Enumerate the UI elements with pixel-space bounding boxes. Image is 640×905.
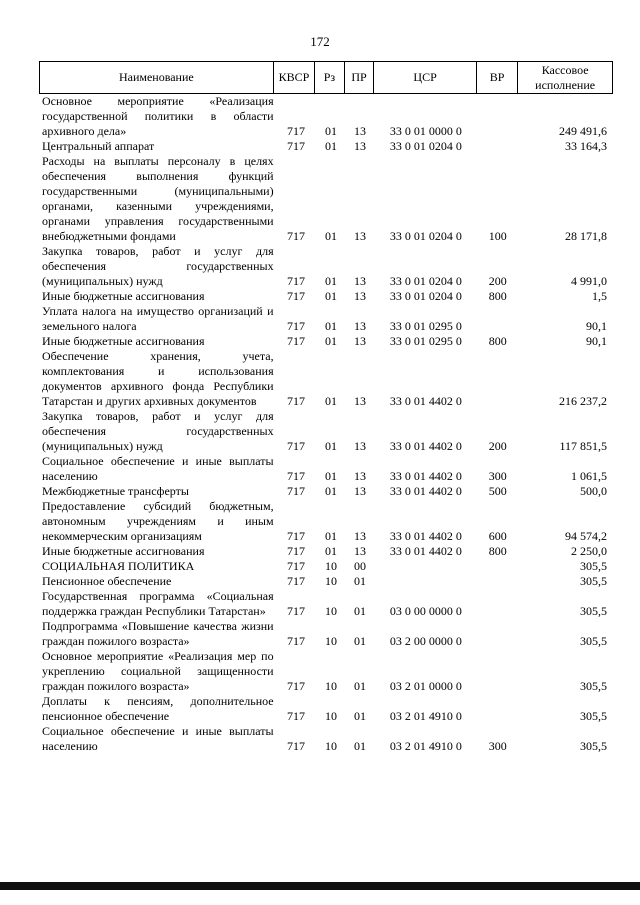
table-row bbox=[39, 304, 613, 334]
cell-name: Основное мероприятие «Реализация государственной политики в области архивного дела» bbox=[42, 94, 274, 138]
cell-rz: 10 bbox=[324, 739, 337, 753]
cell-rz: 01 bbox=[324, 544, 337, 558]
cell-name: Межбюджетные трансферты bbox=[42, 484, 189, 498]
cell-kas: 305,5 bbox=[580, 709, 607, 723]
cell-pr: 13 bbox=[353, 484, 366, 498]
table-row bbox=[39, 349, 613, 409]
cell-kas: 305,5 bbox=[580, 679, 607, 693]
cell-kvsr: 717 bbox=[287, 679, 306, 693]
cell-vr: 800 bbox=[488, 544, 507, 558]
cell-name: Уплата налога на имущество организаций и земельного налога bbox=[42, 304, 274, 333]
header-vr: ВР bbox=[476, 62, 517, 93]
cell-csr: 33 0 01 0204 0 bbox=[389, 229, 462, 243]
cell-name: СОЦИАЛЬНАЯ ПОЛИТИКА bbox=[42, 559, 195, 573]
cell-kas: 305,5 bbox=[580, 634, 607, 648]
cell-rz: 01 bbox=[324, 529, 337, 543]
cell-rz: 01 bbox=[324, 274, 337, 288]
cell-csr: 33 0 01 4402 0 bbox=[389, 394, 462, 408]
cell-kas: 33 164,3 bbox=[565, 139, 607, 153]
cell-rz: 01 bbox=[324, 229, 337, 243]
cell-csr: 03 0 00 0000 0 bbox=[389, 604, 462, 618]
cell-kas: 305,5 bbox=[580, 604, 607, 618]
cell-kas: 28 171,8 bbox=[565, 229, 607, 243]
cell-kas: 249 491,6 bbox=[559, 124, 607, 138]
cell-name: Иные бюджетные ассигнования bbox=[42, 289, 205, 303]
cell-kvsr: 717 bbox=[287, 469, 306, 483]
cell-kvsr: 717 bbox=[287, 394, 306, 408]
cell-name: Пенсионное обеспечение bbox=[42, 574, 172, 588]
header-name: Наименование bbox=[39, 62, 273, 93]
cell-name: Государственная программа «Социальная поддержка граждан Республики Татарстан» bbox=[42, 589, 274, 618]
cell-rz: 10 bbox=[324, 559, 337, 573]
cell-kvsr: 717 bbox=[287, 334, 306, 348]
cell-csr: 03 2 01 4910 0 bbox=[389, 739, 462, 753]
table-row bbox=[39, 544, 613, 559]
cell-pr: 13 bbox=[353, 274, 366, 288]
cell-pr: 13 bbox=[353, 334, 366, 348]
cell-pr: 13 bbox=[353, 319, 366, 333]
cell-kvsr: 717 bbox=[287, 604, 306, 618]
cell-csr: 33 0 01 0204 0 bbox=[389, 289, 462, 303]
cell-vr: 600 bbox=[488, 529, 507, 543]
cell-name: Социальное обеспечение и иные выплаты населению bbox=[42, 724, 274, 753]
cell-name: Центральный аппарат bbox=[42, 139, 155, 153]
cell-csr: 33 0 01 4402 0 bbox=[389, 469, 462, 483]
cell-rz: 01 bbox=[324, 139, 337, 153]
table-row bbox=[39, 139, 613, 154]
cell-kvsr: 717 bbox=[287, 484, 306, 498]
cell-csr: 33 0 01 4402 0 bbox=[389, 529, 462, 543]
cell-rz: 01 bbox=[324, 394, 337, 408]
cell-csr: 03 2 01 0000 0 bbox=[389, 679, 462, 693]
table-row bbox=[39, 289, 613, 304]
cell-rz: 10 bbox=[324, 679, 337, 693]
cell-pr: 13 bbox=[353, 139, 366, 153]
cell-pr: 01 bbox=[353, 604, 366, 618]
page-number: 172 bbox=[310, 34, 330, 49]
scan-border bbox=[0, 882, 640, 890]
table-row bbox=[39, 334, 613, 349]
cell-kvsr: 717 bbox=[287, 709, 306, 723]
cell-vr: 500 bbox=[488, 484, 507, 498]
cell-kvsr: 717 bbox=[287, 634, 306, 648]
table-row bbox=[39, 649, 613, 694]
table-row bbox=[39, 589, 613, 619]
table-row bbox=[39, 694, 613, 724]
table-row bbox=[39, 724, 613, 754]
budget-table bbox=[39, 61, 613, 754]
cell-name: Предоставление субсидий бюджетным, автономным учреждениям и иным некоммерческим организациям bbox=[42, 499, 274, 543]
cell-kas: 2 250,0 bbox=[571, 544, 607, 558]
table-row bbox=[39, 94, 613, 139]
table-row bbox=[39, 154, 613, 244]
cell-pr: 01 bbox=[353, 739, 366, 753]
cell-kas: 305,5 bbox=[580, 739, 607, 753]
table-row bbox=[39, 499, 613, 544]
cell-csr: 33 0 01 0204 0 bbox=[389, 274, 462, 288]
table-row bbox=[39, 454, 613, 484]
cell-name: Закупка товаров, работ и услуг для обеспечения государственных (муниципальных) нужд bbox=[42, 244, 274, 288]
cell-kvsr: 717 bbox=[287, 289, 306, 303]
cell-pr: 01 bbox=[353, 634, 366, 648]
cell-vr: 200 bbox=[488, 274, 507, 288]
cell-kvsr: 717 bbox=[287, 274, 306, 288]
cell-pr: 13 bbox=[353, 529, 366, 543]
cell-rz: 10 bbox=[324, 709, 337, 723]
cell-pr: 00 bbox=[353, 559, 366, 573]
cell-rz: 10 bbox=[324, 574, 337, 588]
cell-pr: 13 bbox=[353, 289, 366, 303]
cell-csr: 33 0 01 4402 0 bbox=[389, 439, 462, 453]
cell-rz: 01 bbox=[324, 469, 337, 483]
cell-rz: 10 bbox=[324, 604, 337, 618]
cell-name: Расходы на выплаты персоналу в целях обеспечения выполнения функций государственными (муниципальными) органами, казенными учреждениями, органами управления государственными внебюджетными фондами bbox=[42, 154, 274, 243]
cell-pr: 13 bbox=[353, 544, 366, 558]
header-kvsr: КВСР bbox=[273, 62, 314, 93]
cell-rz: 01 bbox=[324, 484, 337, 498]
cell-rz: 10 bbox=[324, 634, 337, 648]
cell-kvsr: 717 bbox=[287, 544, 306, 558]
cell-pr: 13 bbox=[353, 124, 366, 138]
cell-csr: 03 2 01 4910 0 bbox=[389, 709, 462, 723]
cell-kvsr: 717 bbox=[287, 739, 306, 753]
cell-csr: 33 0 01 4402 0 bbox=[389, 544, 462, 558]
cell-kas: 216 237,2 bbox=[559, 394, 607, 408]
cell-kvsr: 717 bbox=[287, 529, 306, 543]
table-row bbox=[39, 559, 613, 574]
cell-pr: 01 bbox=[353, 709, 366, 723]
cell-vr: 800 bbox=[488, 334, 507, 348]
cell-vr: 300 bbox=[488, 739, 507, 753]
cell-pr: 01 bbox=[353, 574, 366, 588]
cell-kvsr: 717 bbox=[287, 574, 306, 588]
cell-vr: 300 bbox=[488, 469, 507, 483]
cell-kas: 94 574,2 bbox=[565, 529, 607, 543]
header-pr: ПР bbox=[344, 62, 374, 93]
cell-pr: 13 bbox=[353, 229, 366, 243]
cell-kas: 4 991,0 bbox=[571, 274, 607, 288]
cell-kas: 90,1 bbox=[586, 319, 607, 333]
cell-vr: 100 bbox=[488, 229, 507, 243]
cell-pr: 01 bbox=[353, 679, 366, 693]
cell-rz: 01 bbox=[324, 334, 337, 348]
cell-kas: 1 061,5 bbox=[571, 469, 607, 483]
cell-csr: 33 0 01 0295 0 bbox=[389, 319, 462, 333]
cell-csr: 33 0 01 0295 0 bbox=[389, 334, 462, 348]
cell-kvsr: 717 bbox=[287, 439, 306, 453]
cell-pr: 13 bbox=[353, 439, 366, 453]
cell-kvsr: 717 bbox=[287, 319, 306, 333]
cell-csr: 33 0 01 4402 0 bbox=[389, 484, 462, 498]
cell-kas: 305,5 bbox=[580, 574, 607, 588]
table-row bbox=[39, 574, 613, 589]
cell-vr: 200 bbox=[488, 439, 507, 453]
cell-csr: 33 0 01 0204 0 bbox=[389, 139, 462, 153]
table-header bbox=[39, 61, 613, 94]
cell-kvsr: 717 bbox=[287, 124, 306, 138]
header-csr: ЦСР bbox=[373, 62, 476, 93]
header-kassovoe-ispolnenie: Кассовое исполнение bbox=[517, 62, 613, 93]
cell-name: Обеспечение хранения, учета, комплектования и использования документов архивного фонда Республики Татарстан и других архивных документов bbox=[42, 349, 274, 408]
table-body bbox=[39, 94, 613, 754]
cell-name: Иные бюджетные ассигнования bbox=[42, 544, 205, 558]
cell-kvsr: 717 bbox=[287, 559, 306, 573]
cell-name: Социальное обеспечение и иные выплаты населению bbox=[42, 454, 274, 483]
cell-rz: 01 bbox=[324, 124, 337, 138]
cell-kas: 90,1 bbox=[586, 334, 607, 348]
cell-name: Иные бюджетные ассигнования bbox=[42, 334, 205, 348]
table-row bbox=[39, 409, 613, 454]
cell-vr: 800 bbox=[488, 289, 507, 303]
table-row bbox=[39, 619, 613, 649]
cell-kas: 305,5 bbox=[580, 559, 607, 573]
cell-rz: 01 bbox=[324, 289, 337, 303]
cell-csr: 03 2 00 0000 0 bbox=[389, 634, 462, 648]
cell-csr: 33 0 01 0000 0 bbox=[389, 124, 462, 138]
cell-pr: 13 bbox=[353, 469, 366, 483]
cell-name: Подпрограмма «Повышение качества жизни граждан пожилого возраста» bbox=[42, 619, 274, 648]
cell-rz: 01 bbox=[324, 319, 337, 333]
cell-kas: 117 851,5 bbox=[559, 439, 607, 453]
cell-kas: 1,5 bbox=[592, 289, 607, 303]
cell-kvsr: 717 bbox=[287, 229, 306, 243]
cell-name: Основное мероприятие «Реализация мер по укреплению социальной защищенности граждан пожилого возраста» bbox=[42, 649, 274, 693]
cell-name: Закупка товаров, работ и услуг для обеспечения государственных (муниципальных) нужд bbox=[42, 409, 274, 453]
cell-kvsr: 717 bbox=[287, 139, 306, 153]
table-row bbox=[39, 244, 613, 289]
cell-name: Доплаты к пенсиям, дополнительное пенсионное обеспечение bbox=[42, 694, 274, 723]
table-row bbox=[39, 484, 613, 499]
header-rz: Рз bbox=[314, 62, 344, 93]
cell-pr: 13 bbox=[353, 394, 366, 408]
cell-kas: 500,0 bbox=[580, 484, 607, 498]
cell-rz: 01 bbox=[324, 439, 337, 453]
